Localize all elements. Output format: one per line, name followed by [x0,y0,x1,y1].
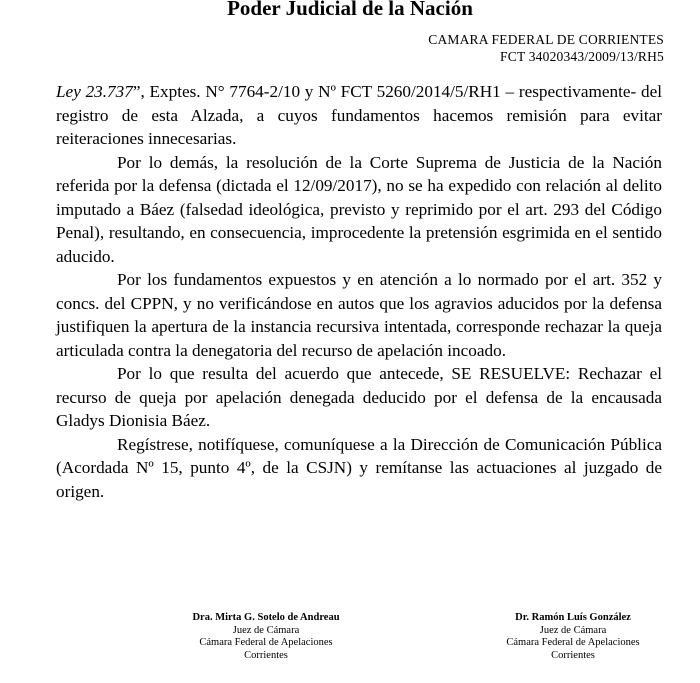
paragraph-1-text: ”, Exptes. N° 7764-2/10 y Nº FCT 5260/2014/5/RH1 – respectivamente- del registro de esta Alzada, a cuyos fundamentos hacemos remisión para evitar reiteraciones innecesarias. [56,82,662,148]
court-header [428,31,664,65]
paragraph-4: Por lo que resulta del acuerdo que antecede, SE RESUELVE: Rechazar el recurso de queja por apelación denegada deducido por el defensa de la encausada Gladys Dionisia Báez. [56,364,662,430]
signer-name: Dr. Ramón Luís González [515,612,631,623]
paragraph-5: Regístrese, notifíquese, comuníquese a la Dirección de Comunicación Pública (Acordada Nº 15, punto 4º, de la CSJN) y remítanse las actuaciones al juzgado de origen. [56,434,662,501]
law-reference: Ley 23.737 [56,82,133,101]
signer-name: Dra. Mirta G. Sotelo de Andreau [192,612,340,623]
signature-block-right [458,612,688,662]
paragraph-3: Por los fundamentos expuestos y en atención a lo normado por el art. 352 y concs. del CPPN, y no verificándose en autos que los agravios aducidos por la defensa justifiquen la apertura de la instancia recursiva intentada, corresponde rechazar la queja articulada contra la denegatoria del recurso de apelación incoado. [56,270,662,360]
signature-block-left [151,612,381,662]
paragraph-2: Por lo demás, la resolución de la Corte Suprema de Justicia de la Nación referida por la defensa (dictada el 12/09/2017), no se ha expedido con relación al delito imputado a Báez (falsedad ideológica, previsto y reprimido por el art. 293 del Código Penal), resultando, en consecuencia, improcedente la pretensión esgrimida en el sentido aducido. [56,152,662,266]
case-number: FCT 34020343/2009/13/RH5 [500,49,664,64]
signer-city: Corrientes [244,649,288,661]
signer-court: Cámara Federal de Apelaciones [199,637,333,649]
document-body [56,80,662,503]
signer-role: Juez de Cámara [539,624,607,636]
paragraph-1 [56,80,662,151]
page-title: Poder Judicial de la Nación [227,0,473,20]
signer-role: Juez de Cámara [232,624,300,636]
signer-city: Corrientes [551,649,595,661]
court-name: CAMARA FEDERAL DE CORRIENTES [428,32,664,47]
signer-court: Cámara Federal de Apelaciones [506,637,640,649]
